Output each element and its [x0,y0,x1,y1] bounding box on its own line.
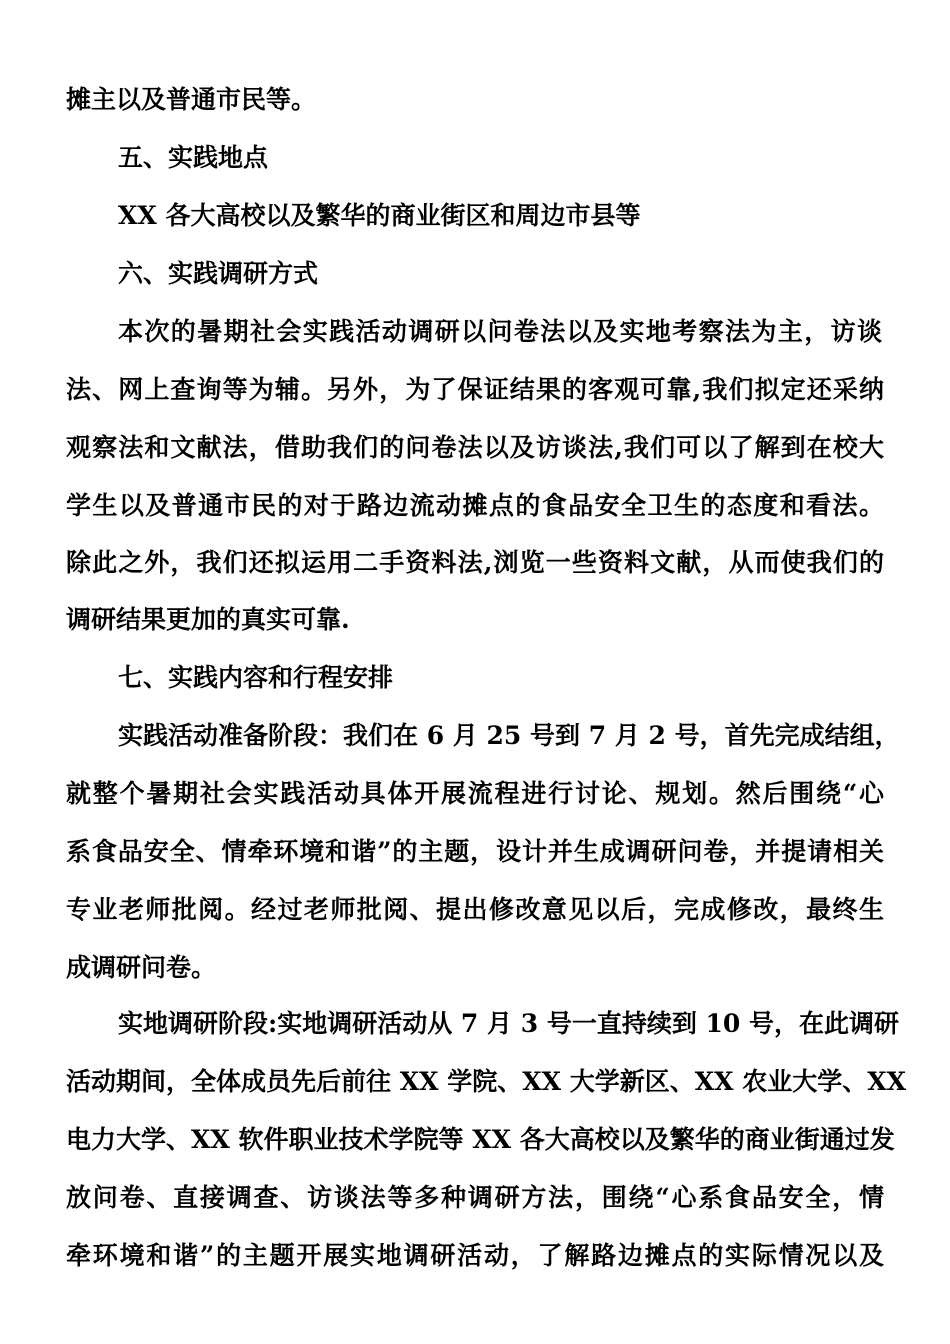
paragraph-line: 专业老师批阅。经过老师批阅、提出修改意见以后，完成修改，最终生 [66,895,884,924]
paragraph-line: 牵环境和谐”的主题开展实地调研活动，了解路边摊点的实际情况以及 [66,1241,884,1270]
section-heading: 六、实践调研方式 [118,259,319,288]
paragraph-line: 学生以及普通市民的对于路边流动摊点的食品安全卫生的态度和看法。 [66,491,884,520]
paragraph-line: 调研结果更加的真实可靠. [66,605,350,634]
paragraph-line: 系食品安全、情牵环境和谐”的主题，设计并生成调研问卷，并提请相关 [66,837,884,866]
section-heading: 七、实践内容和行程安排 [118,663,394,692]
paragraph-line: 观察法和文献法，借助我们的问卷法以及访谈法,我们可以了解到在校大 [66,433,884,462]
paragraph-line: 就整个暑期社会实践活动具体开展流程进行讨论、规划。然后围绕“心 [66,779,884,808]
section-heading: 五、实践地点 [118,143,269,172]
paragraph-line: 本次的暑期社会实践活动调研以问卷法以及实地考察法为主，访谈 [118,317,882,346]
paragraph-line: 实践活动准备阶段：我们在 6 月 25 号到 7 月 2 号，首先完成结组， [118,721,900,750]
paragraph-line: 实地调研阶段:实地调研活动从 7 月 3 号一直持续到 10 号，在此调研 [118,1009,900,1038]
paragraph-line: 成调研问卷。 [66,953,217,982]
paragraph-line: XX 各大高校以及繁华的商业街区和周边市县等 [118,201,641,230]
paragraph-line: 电力大学、XX 软件职业技术学院等 XX 各大高校以及繁华的商业街通过发 [66,1125,895,1154]
paragraph-line: 除此之外，我们还拟运用二手资料法,浏览一些资料文献，从而使我们的 [66,548,884,577]
paragraph-line: 活动期间，全体成员先后前往 XX 学院、XX 大学新区、XX 农业大学、XX [66,1067,906,1096]
paragraph-line: 放问卷、直接调查、访谈法等多种调研方法，围绕“心系食品安全，情 [66,1183,884,1212]
paragraph-line: 摊主以及普通市民等。 [66,85,317,114]
paragraph-line: 法、网上查询等为辅。另外，为了保证结果的客观可靠,我们拟定还采纳 [66,375,884,404]
